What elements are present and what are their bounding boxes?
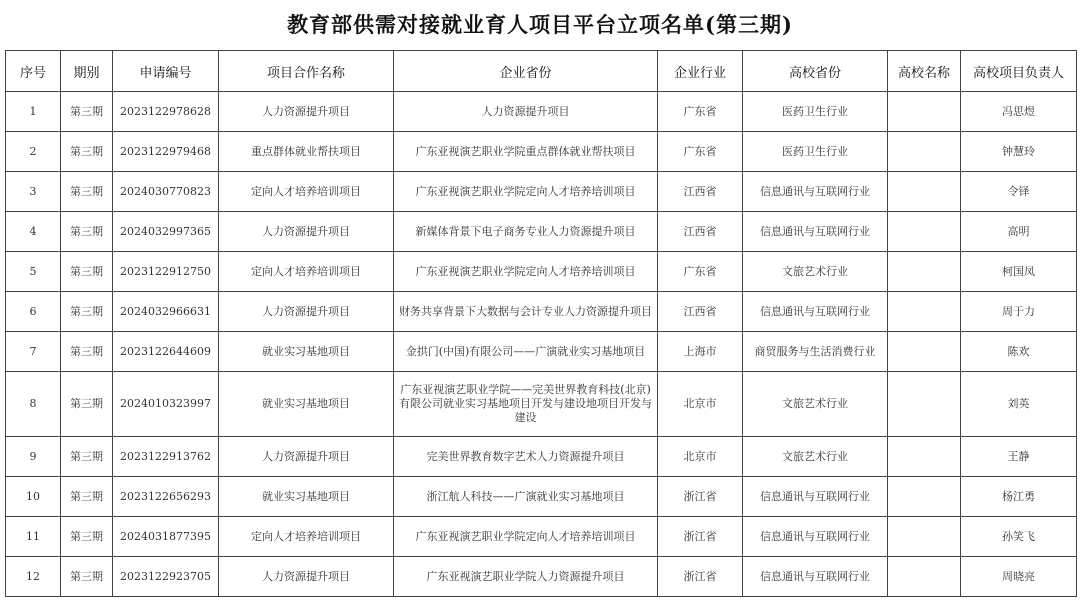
column-header-school-name: 高校名称 xyxy=(888,51,961,92)
table-row xyxy=(6,557,1077,597)
cell-period: 第三期 xyxy=(61,437,113,477)
cell-leader: 杨江勇 xyxy=(961,477,1077,517)
column-header-leader: 高校项目负责人 xyxy=(961,51,1077,92)
cell-project: 就业实习基地项目 xyxy=(219,477,394,517)
cell-period: 第三期 xyxy=(61,557,113,597)
table-row xyxy=(6,372,1077,437)
cell-period: 第三期 xyxy=(61,477,113,517)
cell-province: 江西省 xyxy=(658,292,743,332)
cell-project: 人力资源提升项目 xyxy=(219,292,394,332)
cell-period: 第三期 xyxy=(61,252,113,292)
cell-industry: 信息通讯与互联网行业 xyxy=(743,212,888,252)
cell-no: 3 xyxy=(6,172,61,212)
cell-app-id: 2024032966631 xyxy=(113,292,219,332)
table-row xyxy=(6,92,1077,132)
cell-school-name xyxy=(888,557,961,597)
cell-enterprise: 广东亚视演艺职业学院定向人才培养培训项目 xyxy=(394,252,658,292)
cell-school-name xyxy=(888,252,961,292)
cell-project: 定向人才培养培训项目 xyxy=(219,252,394,292)
cell-enterprise: 完美世界教育数字艺术人力资源提升项目 xyxy=(394,437,658,477)
cell-project: 定向人才培养培训项目 xyxy=(219,172,394,212)
cell-leader: 孙笑飞 xyxy=(961,517,1077,557)
cell-enterprise: 广东亚视演艺职业学院重点群体就业帮扶项目 xyxy=(394,132,658,172)
cell-app-id: 2024030770823 xyxy=(113,172,219,212)
cell-enterprise: 广东亚视演艺职业学院——完美世界教育科技(北京)有限公司就业实习基地项目开发与建设地项目开发与建设 xyxy=(394,372,658,437)
cell-province: 浙江省 xyxy=(658,557,743,597)
column-header-enterprise: 企业省份 xyxy=(394,51,658,92)
cell-project: 就业实习基地项目 xyxy=(219,332,394,372)
cell-project: 重点群体就业帮扶项目 xyxy=(219,132,394,172)
cell-school-name xyxy=(888,172,961,212)
table-row xyxy=(6,437,1077,477)
cell-app-id: 2023122923705 xyxy=(113,557,219,597)
cell-province: 广东省 xyxy=(658,252,743,292)
cell-leader: 王静 xyxy=(961,437,1077,477)
cell-province: 上海市 xyxy=(658,332,743,372)
cell-industry: 信息通讯与互联网行业 xyxy=(743,477,888,517)
column-header-app-id: 申请编号 xyxy=(113,51,219,92)
table-row xyxy=(6,172,1077,212)
table-row xyxy=(6,212,1077,252)
cell-project: 就业实习基地项目 xyxy=(219,372,394,437)
cell-school-name xyxy=(888,292,961,332)
table-row xyxy=(6,477,1077,517)
cell-leader: 陈欢 xyxy=(961,332,1077,372)
cell-period: 第三期 xyxy=(61,332,113,372)
cell-project: 人力资源提升项目 xyxy=(219,437,394,477)
cell-no: 10 xyxy=(6,477,61,517)
cell-no: 2 xyxy=(6,132,61,172)
cell-no: 7 xyxy=(6,332,61,372)
page-title: 教育部供需对接就业育人项目平台立项名单(第三期) xyxy=(287,12,793,37)
cell-enterprise: 财务共享背景下大数据与会计专业人力资源提升项目 xyxy=(394,292,658,332)
cell-industry: 文旅艺术行业 xyxy=(743,372,888,437)
cell-no: 6 xyxy=(6,292,61,332)
cell-industry: 文旅艺术行业 xyxy=(743,437,888,477)
cell-leader: 令铎 xyxy=(961,172,1077,212)
cell-app-id: 2023122912750 xyxy=(113,252,219,292)
cell-industry: 医药卫生行业 xyxy=(743,132,888,172)
cell-province: 广东省 xyxy=(658,132,743,172)
cell-enterprise: 金拱门(中国)有限公司——广演就业实习基地项目 xyxy=(394,332,658,372)
cell-project: 人力资源提升项目 xyxy=(219,92,394,132)
cell-enterprise: 新媒体背景下电子商务专业人力资源提升项目 xyxy=(394,212,658,252)
cell-project: 人力资源提升项目 xyxy=(219,212,394,252)
cell-industry: 文旅艺术行业 xyxy=(743,252,888,292)
cell-no: 1 xyxy=(6,92,61,132)
cell-period: 第三期 xyxy=(61,172,113,212)
cell-school-name xyxy=(888,92,961,132)
table-header-row xyxy=(6,51,1077,92)
cell-period: 第三期 xyxy=(61,517,113,557)
cell-school-name xyxy=(888,372,961,437)
cell-province: 广东省 xyxy=(658,92,743,132)
cell-leader: 柯国凤 xyxy=(961,252,1077,292)
cell-leader: 周晓亮 xyxy=(961,557,1077,597)
cell-province: 浙江省 xyxy=(658,517,743,557)
cell-period: 第三期 xyxy=(61,212,113,252)
table-row xyxy=(6,332,1077,372)
cell-no: 11 xyxy=(6,517,61,557)
column-header-no: 序号 xyxy=(6,51,61,92)
column-header-industry: 企业行业 xyxy=(658,51,743,92)
cell-leader: 冯思煜 xyxy=(961,92,1077,132)
cell-no: 12 xyxy=(6,557,61,597)
cell-industry: 信息通讯与互联网行业 xyxy=(743,292,888,332)
cell-school-name xyxy=(888,332,961,372)
cell-industry: 信息通讯与互联网行业 xyxy=(743,172,888,212)
cell-leader: 高明 xyxy=(961,212,1077,252)
cell-project: 定向人才培养培训项目 xyxy=(219,517,394,557)
cell-enterprise: 广东亚视演艺职业学院人力资源提升项目 xyxy=(394,557,658,597)
cell-no: 8 xyxy=(6,372,61,437)
cell-no: 5 xyxy=(6,252,61,292)
cell-province: 浙江省 xyxy=(658,477,743,517)
cell-industry: 信息通讯与互联网行业 xyxy=(743,557,888,597)
cell-app-id: 2023122656293 xyxy=(113,477,219,517)
cell-industry: 信息通讯与互联网行业 xyxy=(743,517,888,557)
cell-period: 第三期 xyxy=(61,92,113,132)
project-list-table xyxy=(5,50,1077,597)
table-row xyxy=(6,292,1077,332)
cell-app-id: 2024010323997 xyxy=(113,372,219,437)
cell-no: 4 xyxy=(6,212,61,252)
cell-app-id: 2023122644609 xyxy=(113,332,219,372)
cell-province: 江西省 xyxy=(658,172,743,212)
cell-school-name xyxy=(888,437,961,477)
cell-province: 北京市 xyxy=(658,437,743,477)
cell-project: 人力资源提升项目 xyxy=(219,557,394,597)
cell-enterprise: 广东亚视演艺职业学院定向人才培养培训项目 xyxy=(394,172,658,212)
cell-period: 第三期 xyxy=(61,292,113,332)
cell-province: 江西省 xyxy=(658,212,743,252)
cell-leader: 刘英 xyxy=(961,372,1077,437)
table-row xyxy=(6,132,1077,172)
cell-app-id: 2023122979468 xyxy=(113,132,219,172)
table-row xyxy=(6,252,1077,292)
cell-leader: 钟慧玲 xyxy=(961,132,1077,172)
cell-school-name xyxy=(888,212,961,252)
cell-period: 第三期 xyxy=(61,132,113,172)
cell-app-id: 2024031877395 xyxy=(113,517,219,557)
column-header-project: 项目合作名称 xyxy=(219,51,394,92)
column-header-school-province: 高校省份 xyxy=(743,51,888,92)
cell-industry: 医药卫生行业 xyxy=(743,92,888,132)
cell-app-id: 2023122913762 xyxy=(113,437,219,477)
column-header-period: 期别 xyxy=(61,51,113,92)
cell-app-id: 2024032997365 xyxy=(113,212,219,252)
cell-app-id: 2023122978628 xyxy=(113,92,219,132)
cell-period: 第三期 xyxy=(61,372,113,437)
cell-school-name xyxy=(888,132,961,172)
cell-school-name xyxy=(888,517,961,557)
cell-enterprise: 广东亚视演艺职业学院定向人才培养培训项目 xyxy=(394,517,658,557)
cell-enterprise: 浙江航人科技——广演就业实习基地项目 xyxy=(394,477,658,517)
table-row xyxy=(6,517,1077,557)
cell-industry: 商贸服务与生活消费行业 xyxy=(743,332,888,372)
cell-enterprise: 人力资源提升项目 xyxy=(394,92,658,132)
cell-province: 北京市 xyxy=(658,372,743,437)
cell-no: 9 xyxy=(6,437,61,477)
cell-school-name xyxy=(888,477,961,517)
cell-leader: 周于力 xyxy=(961,292,1077,332)
